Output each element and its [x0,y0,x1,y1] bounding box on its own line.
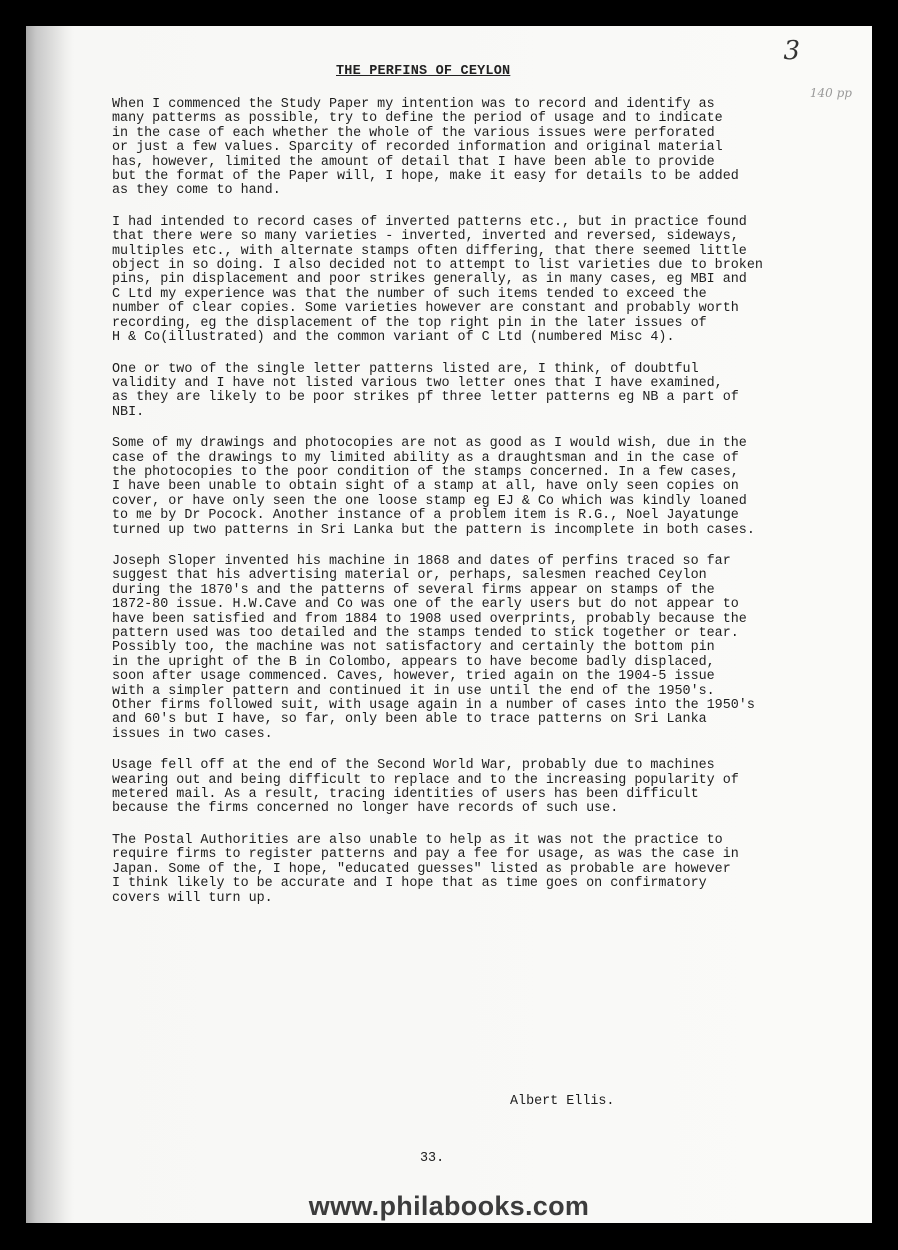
text-line: and 60's but I have, so far, only been able to trace patterns on Sri Lanka [112,712,707,728]
text-line: or just a few values. Sparcity of recorded information and original material [112,140,723,156]
pencil-annotation: 140 pp [809,86,852,100]
text-line: pins, pin displacement and poor strikes generally, as in many cases, eg MBI and [112,272,747,288]
text-line: C Ltd my experience was that the number of such items tended to exceed the [112,286,707,302]
text-line: metered mail. As a result, tracing identities of users has been difficult [112,787,699,803]
text-line: issues in two cases. [112,726,273,742]
document-page [26,26,872,1223]
text-line: cover, or have only seen the one loose stamp eg EJ & Co which was kindly loaned [112,493,747,509]
text-line: Some of my drawings and photocopies are not as good as I would wish, due in the [112,436,747,452]
body-paragraph [112,759,832,817]
body-paragraph [112,437,832,538]
text-line: soon after usage commenced. Caves, however, tried again on the 1904-5 issue [112,669,715,685]
text-line: as they come to hand. [112,183,281,199]
text-line: has, however, limited the amount of detail that I have been able to provide [112,154,715,170]
text-line: but the format of the Paper will, I hope, make it easy for details to be added [112,169,739,185]
text-line: object in so doing. I also decided not to attempt to list varieties due to broken [112,258,763,274]
text-line: multiples etc., with alternate stamps often differing, that there seemed little [112,243,747,259]
text-line: I had intended to record cases of inverted patterns etc., but in practice found [112,214,747,230]
text-line: Possibly too, the machine was not satisfactory and certainly the bottom pin [112,640,715,656]
text-line: validity and I have not listed various two letter ones that I have examined, [112,375,723,391]
text-line: recording, eg the displacement of the top right pin in the later issues of [112,315,707,331]
text-line: suggest that his advertising material or, perhaps, salesmen reached Ceylon [112,568,707,584]
text-line: the photocopies to the poor condition of the stamps concerned. In a few cases, [112,464,739,480]
text-line: require firms to register patterns and pay a fee for usage, as was the case in [112,847,739,863]
text-line: Other firms followed suit, with usage again in a number of cases into the 1950's [112,698,755,714]
text-line: H & Co(illustrated) and the common variant of C Ltd (numbered Misc 4). [112,330,675,346]
binding-shadow [26,26,74,1223]
text-line: 1872-80 issue. H.W.Cave and Co was one of the early users but do not appear to [112,597,739,613]
text-line: covers will turn up. [112,890,273,906]
text-line: I have been unable to obtain sight of a stamp at all, have only seen copies on [112,479,739,495]
body-paragraph [112,216,832,346]
watermark-url: www.philabooks.com [308,1191,590,1221]
body-paragraph [112,98,832,199]
text-line: in the case of each whether the whole of the various issues were perforated [112,125,715,141]
text-line: many patterms as possible, try to define the period of usage and to indicate [112,111,723,127]
text-line: When I commenced the Study Paper my intention was to record and identify as [112,97,715,112]
body-text [112,98,832,923]
text-line: turned up two patterns in Sri Lanka but the pattern is incomplete in both cases. [112,522,755,538]
author-signature: Albert Ellis. [510,1094,615,1109]
text-line: NBI. [112,404,145,420]
text-line: pattern used was too detailed and the stamps tended to stick together or tear. [112,626,739,641]
text-line: during the 1870's and the patterns of several firms appear on stamps of the [112,582,715,598]
text-line: because the firms concerned no longer have records of such use. [112,801,619,817]
page-number: 33. [420,1151,445,1166]
text-line: as they are likely to be poor strikes pf three letter patterns eg NB a part of [112,390,739,406]
text-line: One or two of the single letter patterns listed are, I think, of doubtful [112,361,699,377]
body-paragraph [112,834,832,906]
text-line: I think likely to be accurate and I hope that as time goes on confirmatory [112,876,707,892]
body-paragraph [112,555,832,742]
text-line: in the upright of the B in Colombo, appears to have become badly displaced, [112,654,715,670]
text-line: Usage fell off at the end of the Second World War, probably due to machines [112,758,715,774]
text-line: The Postal Authorities are also unable to help as it was not the practice to [112,832,723,848]
text-line: Japan. Some of the, I hope, "educated guesses" listed as probable are however [112,861,731,877]
text-line: number of clear copies. Some varieties however are constant and probably worth [112,301,739,317]
document-title: THE PERFINS OF CEYLON [336,64,511,79]
text-line: to me by Dr Pocock. Another instance of a problem item is R.G., Noel Jayatunge [112,508,739,524]
text-line: case of the drawings to my limited ability as a draughtsman and in the case of [112,450,739,466]
text-line: wearing out and being difficult to replace and to the increasing popularity of [112,772,739,788]
text-line: that there were so many varieties - inverted, inverted and reversed, sideways, [112,229,739,245]
handwritten-page-mark: 3 [783,36,800,66]
body-paragraph [112,363,832,421]
text-line: with a simpler pattern and continued it in use until the end of the 1950's. [112,683,715,699]
text-line: have been satisfied and from 1884 to 1908 used overprints, probably because the [112,611,747,627]
text-line: Joseph Sloper invented his machine in 1868 and dates of perfins traced so far [112,553,731,569]
